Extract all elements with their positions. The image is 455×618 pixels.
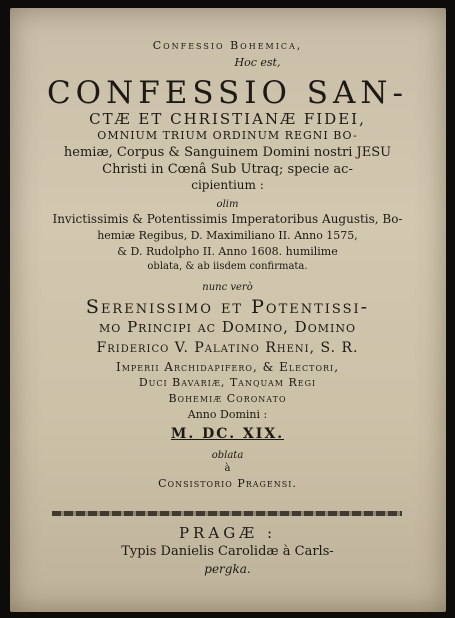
oblata: oblata — [211, 450, 244, 461]
header-line: Confessio Bohemica, — [152, 39, 303, 52]
hoc-est: Hoc est, — [234, 56, 281, 69]
title-line-2: OMNIUM TRIUM ORDINUM REGNI BO- — [97, 129, 358, 142]
title-line-13: Imperii Archidapifero, & Electori, — [115, 360, 340, 374]
ornamental-rule — [52, 511, 402, 516]
title-line-14: Duci Bavariæ, Tanquam Regi — [138, 376, 317, 389]
title-line-10: Serenissimo et Potentissi- — [85, 296, 370, 318]
title-line-11: mo Principi ac Domino, Domino — [99, 318, 356, 336]
title-line-12: Friderico V. Palatino Rheni, S. R. — [96, 340, 359, 356]
title-line-8: & D. Rudolpho II. Anno 1608. humilime — [117, 245, 338, 258]
title-line-5: cipientium : — [191, 178, 264, 192]
main-title: CONFESSIO SAN- — [46, 75, 409, 111]
olim: olim — [216, 199, 239, 210]
title-line-16: Anno Domini : — [187, 408, 268, 421]
title-line-4: Christi in Cœnâ Sub Utraq; specie ac- — [102, 162, 353, 177]
place: PRAGÆ : — [178, 524, 277, 542]
preposition-a: à — [224, 463, 231, 474]
title-line-6: Invictissimis & Potentissimis Imperatoribus Augustis, Bo- — [52, 212, 403, 226]
year: M. DC. XIX. — [170, 426, 285, 442]
printer-line-2: pergka. — [204, 562, 251, 576]
printer-line-1: Typis Danielis Carolidæ à Carls- — [121, 544, 334, 559]
nunc-vero: nunc verò — [202, 282, 253, 293]
consistory: Consistorio Pragensi. — [158, 477, 297, 490]
title-line-3: hemiæ, Corpus & Sanguinem Domini nostri JESU — [63, 145, 392, 160]
title-line-15: Bohemiæ Coronato — [168, 392, 287, 405]
title-line-9: oblata, & ab iisdem confirmata. — [147, 261, 308, 272]
title-line-1: CTÆ ET CHRISTIANÆ FIDEI, — [89, 110, 366, 128]
title-line-7: hemiæ Regibus, D. Maximiliano II. Anno 1575, — [97, 229, 358, 242]
